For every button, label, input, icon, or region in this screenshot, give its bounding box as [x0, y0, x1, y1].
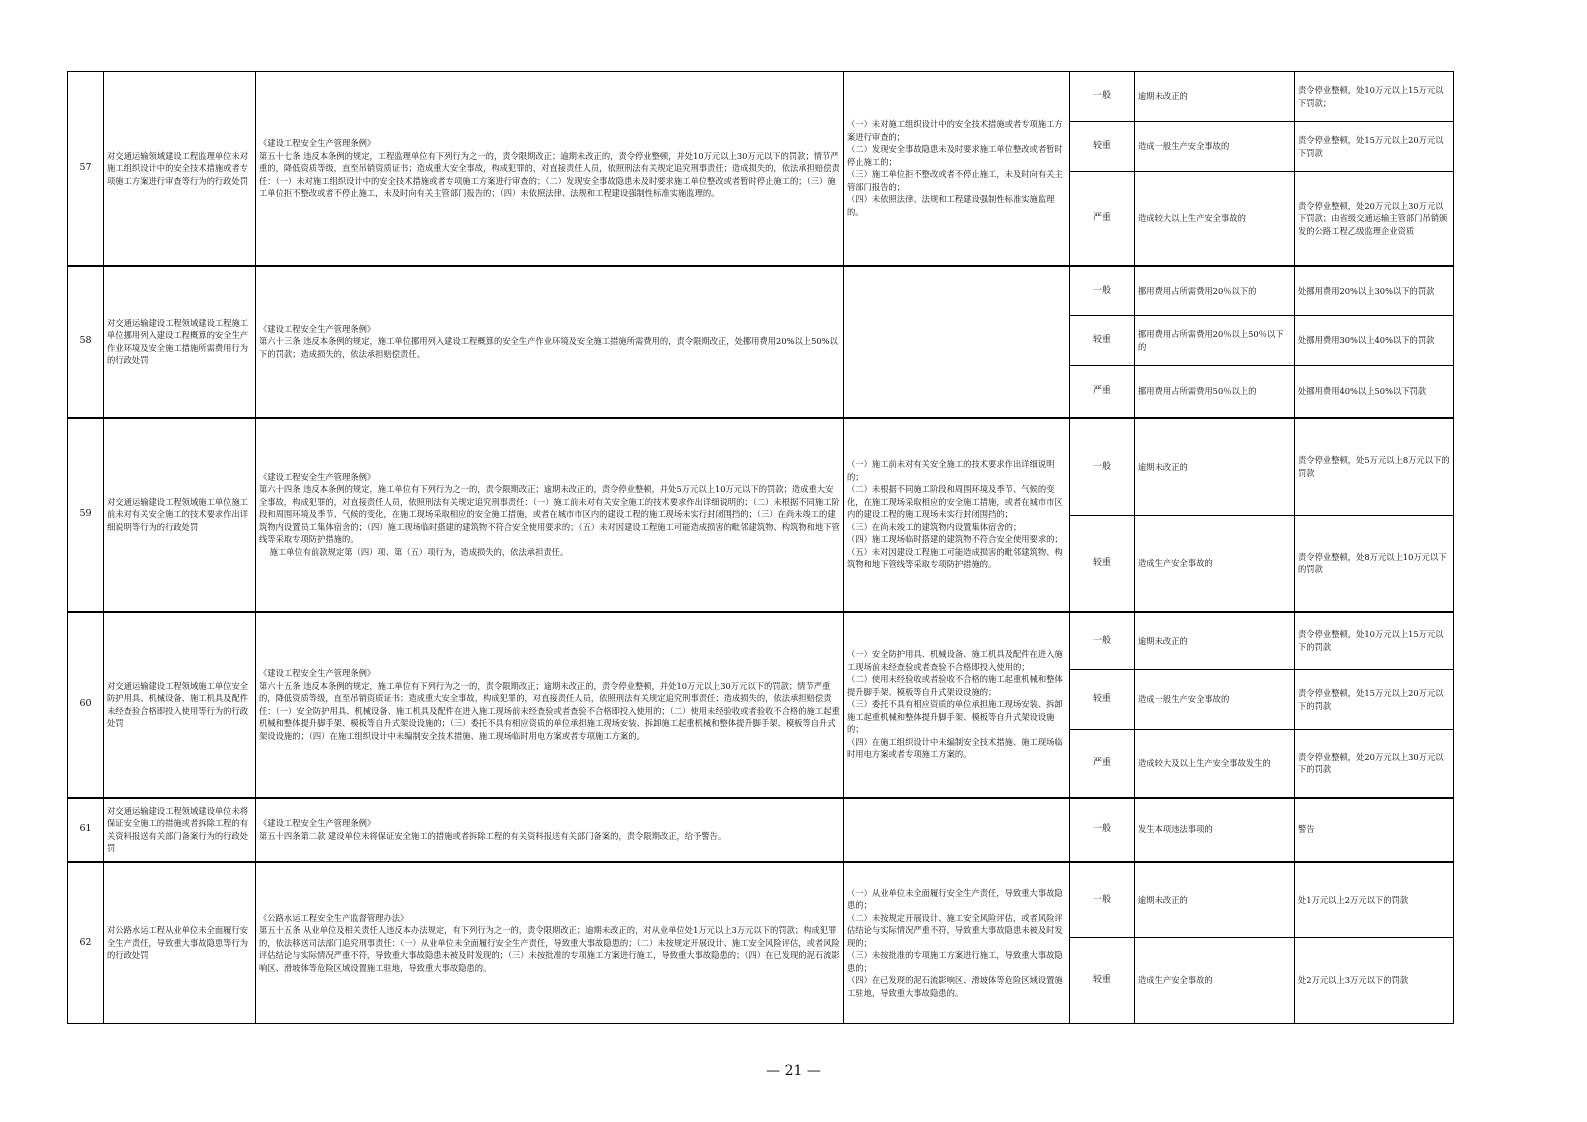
severity-level: 较重 — [1070, 938, 1135, 1024]
penalty-standard: 处1万元以上2万元以下的罚款 — [1295, 862, 1454, 938]
legal-basis: 《建设工程安全生产管理条例》 第六十三条 违反本条例的规定，施工单位挪用列入建设工程概算的安全生产作业环境及安全施工措施所需费用的，责令限期改正，处挪用费用20%以上50%以下的罚款；造成损失的，依法承担赔偿责任。 — [256, 266, 844, 418]
violation-situation: 挪用费用占所需费用20％以下的 — [1135, 266, 1295, 316]
penalty-standard: 处挪用费用20%以上30%以下的罚款 — [1295, 266, 1454, 316]
row-number: 62 — [68, 862, 104, 1024]
table-row — [68, 798, 1454, 862]
violation-situation: 挪用费用占所需费用50％以上的 — [1135, 366, 1295, 418]
violation-situation: 逾期未改正的 — [1135, 612, 1295, 670]
penalty-standard-table — [67, 71, 1454, 1024]
penalty-item: 对交通运输建设工程领域施工单位安全防护用具、机械设备、施工机具及配件未经查验合格即投入使用等行为的行政处罚 — [104, 612, 256, 798]
row-number: 57 — [68, 72, 104, 266]
table-row — [68, 266, 1454, 316]
violation-situation: 造成较大以上生产安全事故的 — [1135, 172, 1295, 266]
violation-situation: 造成一般生产安全事故的 — [1135, 122, 1295, 172]
severity-level: 一般 — [1070, 72, 1135, 122]
penalty-item: 对公路水运工程从业单位未全面履行安全生产责任，导致重大事故隐患等行为的行政处罚 — [104, 862, 256, 1024]
page-number: — 21 — — [766, 1063, 821, 1079]
legal-basis: 《建设工程安全生产管理条例》 第六十五条 违反本条例的规定，施工单位有下列行为之一的，责令限期改正；逾期未改正的，责令停业整顿，并处10万元以上30万元以下的罚款；情节严重的，降低资质等级，直至吊销资质证书；造成重大安全事故，构成犯罪的，对直接责任人员，依照刑法有关规定追究刑事责任；造成损失的，依法承担赔偿责任：（一）安全防护用具、机械设备、施工机具及配件在进入施工现场前未经查验或者查验不合格即投入使用的；（二）使用未经验收或者验收不合格的施工起重机械和整体提升脚手架、模板等自升式架设设施的；（三）委托不具有相应资质的单位承担施工现场安装、拆卸施工起重机械和整体提升脚手架、模板等自升式架设设施的；（四）在施工组织设计中未编制安全技术措施、施工现场临时用电方案或者专项施工方案的。 — [256, 612, 844, 798]
penalty-item: 对交通运输建设工程领域施工单位施工前未对有关安全施工的技术要求作出详细说明等行为的行政处罚 — [104, 418, 256, 612]
row-number: 58 — [68, 266, 104, 418]
table-row — [68, 862, 1454, 938]
severity-level: 一般 — [1070, 862, 1135, 938]
violation-circumstances — [844, 266, 1070, 418]
violation-situation: 造成生产安全事故的 — [1135, 938, 1295, 1024]
penalty-standard: 责令停业整顿，处8万元以上10万元以下的罚款 — [1295, 516, 1454, 612]
penalty-standard: 处2万元以上3万元以下的罚款 — [1295, 938, 1454, 1024]
severity-level: 较重 — [1070, 516, 1135, 612]
penalty-standard: 警告 — [1295, 798, 1454, 862]
violation-situation: 逾期未改正的 — [1135, 72, 1295, 122]
severity-level: 一般 — [1070, 612, 1135, 670]
severity-level: 一般 — [1070, 418, 1135, 516]
legal-basis: 《建设工程安全生产管理条例》 第五十四条第二款 建设单位未将保证安全施工的措施或者拆除工程的有关资料报送有关部门备案的，责令限期改正，给予警告。 — [256, 798, 844, 862]
violation-circumstances: （一）从业单位未全面履行安全生产责任，导致重大事故隐患的； （二）未按规定开展设计、施工安全风险评估，或者风险评估结论与实际情况严重不符，导致重大事故隐患未被及时发现的； （三）未按批准的专项施工方案进行施工，导致重大事故隐患的； （四）在已发现的泥石流影响区、滑坡体等危险区域设置施工驻地，导致重大事故隐患的。 — [844, 862, 1070, 1024]
row-number: 60 — [68, 612, 104, 798]
penalty-standard: 处挪用费用30%以上40%以下的罚款 — [1295, 316, 1454, 366]
table-row — [68, 612, 1454, 670]
row-number: 61 — [68, 798, 104, 862]
violation-circumstances: （一）未对施工组织设计中的安全技术措施或者专项施工方案进行审查的； （二）发现安全事故隐患未及时要求施工单位整改或者暂时停止施工的； （三）施工单位拒不整改或者不停止施工，未及时向有关主管部门报告的； （四）未依照法律、法规和工程建设强制性标准实施监理的。 — [844, 72, 1070, 266]
penalty-standard: 责令停业整顿，处20万元以上30万元以下的罚款 — [1295, 730, 1454, 798]
violation-situation: 逾期未改正的 — [1135, 862, 1295, 938]
violation-circumstances: （一）施工前未对有关安全施工的技术要求作出详细说明的； （二）未根据不同施工阶段和周围环境及季节、气候的变化，在施工现场采取相应的安全施工措施，或者在城市市区内的建设工程的施工现场未实行封闭围挡的； （三）在尚未竣工的建筑物内设置集体宿舍的； （四）施工现场临时搭建的建筑物不符合安全使用要求的； （五）未对因建设工程施工可能造成损害的毗邻建筑物、构筑物和地下管线等采取专项防护措施的。 — [844, 418, 1070, 612]
penalty-standard: 责令停业整顿，处10万元以上15万元以下的罚款 — [1295, 612, 1454, 670]
penalty-standard: 责令停业整顿，处15万元以上20万元以下罚款 — [1295, 122, 1454, 172]
severity-level: 严重 — [1070, 172, 1135, 266]
severity-level: 较重 — [1070, 316, 1135, 366]
penalty-item: 对交通运输领域建设工程监理单位未对施工组织设计中的安全技术措施或者专项施工方案进行审查等行为的行政处罚 — [104, 72, 256, 266]
penalty-standard: 责令停业整顿，处15万元以上20万元以下的罚款 — [1295, 670, 1454, 730]
penalty-item: 对交通运输建设工程领域建设工程施工单位挪用列入建设工程概算的安全生产作业环境及安全施工措施所需费用行为的行政处罚 — [104, 266, 256, 418]
severity-level: 较重 — [1070, 122, 1135, 172]
legal-basis: 《建设工程安全生产管理条例》 第六十四条 违反本条例的规定，施工单位有下列行为之一的，责令限期改正；逾期未改正的，责令停业整顿，并处5万元以上10万元以下的罚款；造成重大安全事故，构成犯罪的，对直接责任人员，依照刑法有关规定追究刑事责任：（一）施工前未对有关安全施工的技术要求作出详细说明的；（二）未根据不同施工阶段和周围环境及季节、气候的变化，在施工现场采取相应的安全施工措施，或者在城市市区内的建设工程的施工现场未实行封闭围挡的；（三）在尚未竣工的建筑物内设置员工集体宿舍的；（四）施工现场临时搭建的建筑物不符合安全使用要求的；（五）未对因建设工程施工可能造成损害的毗邻建筑物、构筑物和地下管线等采取专项防护措施的。 施工单位有前款规定第（四）项、第（五）项行为，造成损失的，依法承担责任。 — [256, 418, 844, 612]
legal-basis: 《公路水运工程安全生产监督管理办法》 第五十五条 从业单位及相关责任人违反本办法规定，有下列行为之一的，责令限期改正；逾期未改正的，对从业单位处1万元以上3万元以下的罚款；构成犯罪的，依法移送司法部门追究刑事责任：（一）从业单位未全面履行安全生产责任，导致重大事故隐患的；（二）未按规定开展设计、施工安全风险评估，或者风险评估结论与实际情况严重不符，导致重大事故隐患未被及时发现的；（三）未按批准的专项施工方案进行施工，导致重大事故隐患的；（四）在已发现的泥石流影响区、滑坡体等危险区域设置施工驻地，导致重大事故隐患的。 — [256, 862, 844, 1024]
table-row — [68, 72, 1454, 122]
violation-situation: 挪用费用占所需费用20％以上50％以下的 — [1135, 316, 1295, 366]
severity-level: 严重 — [1070, 730, 1135, 798]
penalty-standard: 责令停业整顿，处5万元以上8万元以下的罚款 — [1295, 418, 1454, 516]
violation-situation: 造成一般生产安全事故的 — [1135, 670, 1295, 730]
violation-circumstances: （一）安全防护用具、机械设备、施工机具及配件在进入施工现场前未经查验或者查验不合格即投入使用的； （二）使用未经验收或者验收不合格的施工起重机械和整体提升脚手架、模板等自升式架设设施的； （三）委托不具有相应资质的单位承担施工现场安装、拆卸施工起重机械和整体提升脚手架、模板等自升式架设设施的； （四）在施工组织设计中未编制安全技术措施、施工现场临时用电方案或者专项施工方案的。 — [844, 612, 1070, 798]
legal-basis: 《建设工程安全生产管理条例》 第五十七条 违反本条例的规定，工程监理单位有下列行为之一的，责令限期改正；逾期未改正的，责令停业整顿，并处10万元以上30万元以下的罚款；情节严重的，降低资质等级，直至吊销资质证书；造成重大安全事故，构成犯罪的，对直接责任人员，依照刑法有关规定追究刑事责任；造成损失的，依法承担赔偿责任：（一）未对施工组织设计中的安全技术措施或者专项施工方案进行审查的；（二）发现安全事故隐患未及时要求施工单位整改或者暂时停止施工的；（三）施工单位拒不整改或者不停止施工，未及时向有关主管部门报告的；（四）未依照法律、法规和工程建设强制性标准实施监理的。 — [256, 72, 844, 266]
penalty-standard: 处挪用费用40%以上50%以下罚款 — [1295, 366, 1454, 418]
penalty-standard: 责令停业整顿，处10万元以上15万元以下罚款； — [1295, 72, 1454, 122]
table-row — [68, 418, 1454, 516]
violation-situation: 发生本项违法事项的 — [1135, 798, 1295, 862]
severity-level: 严重 — [1070, 366, 1135, 418]
row-number: 59 — [68, 418, 104, 612]
penalty-standard: 责令停业整顿，处20万元以上30万元以下罚款；由省级交通运输主管部门吊销颁发的公路工程乙级监理企业资质 — [1295, 172, 1454, 266]
violation-situation: 造成生产安全事故的 — [1135, 516, 1295, 612]
violation-situation: 造成较大及以上生产安全事故发生的 — [1135, 730, 1295, 798]
violation-situation: 逾期未改正的 — [1135, 418, 1295, 516]
severity-level: 较重 — [1070, 670, 1135, 730]
severity-level: 一般 — [1070, 798, 1135, 862]
penalty-item: 对交通运输建设工程领域建设单位未将保证安全施工的措施或者拆除工程的有关资料报送有关部门备案行为的行政处罚 — [104, 798, 256, 862]
violation-circumstances — [844, 798, 1070, 862]
severity-level: 一般 — [1070, 266, 1135, 316]
